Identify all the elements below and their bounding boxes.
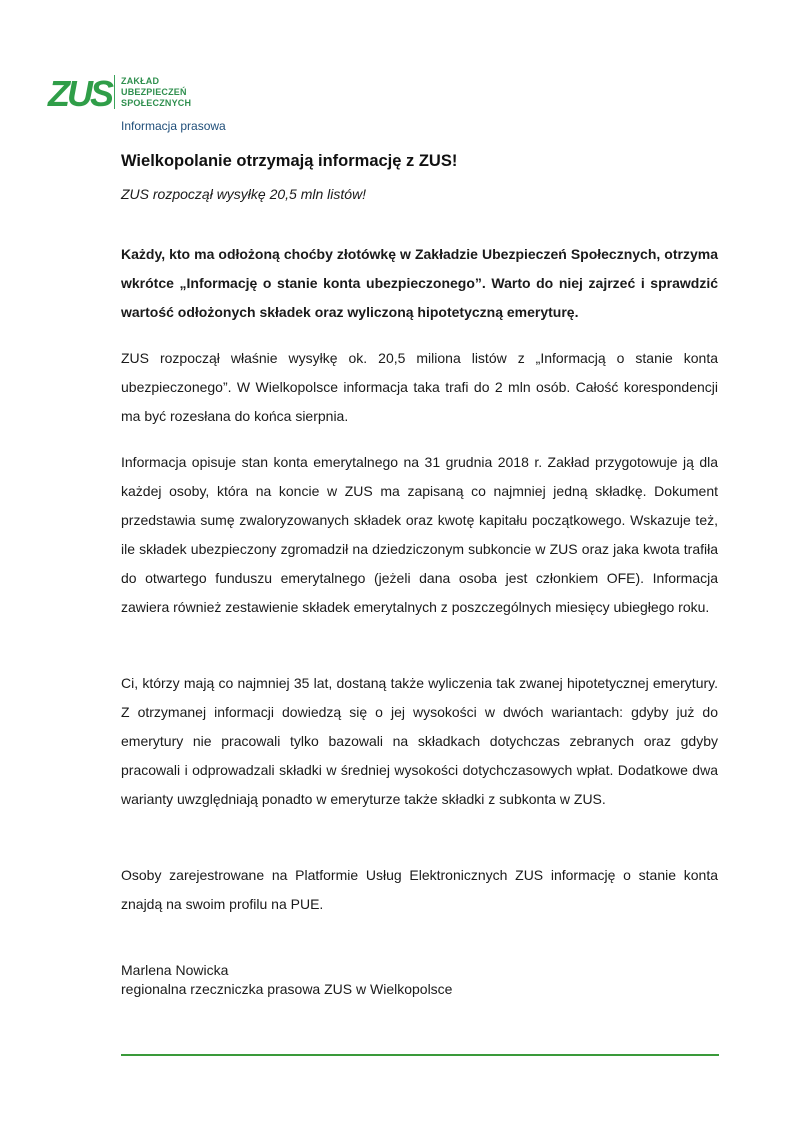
signature xyxy=(121,961,452,999)
press-release-label: Informacja prasowa xyxy=(121,119,226,133)
logo-wordmark xyxy=(121,76,191,109)
signature-role: regionalna rzeczniczka prasowa ZUS w Wielkopolsce xyxy=(121,981,453,997)
zus-logo-mark xyxy=(48,73,111,114)
logo-line-3: SPOŁECZNYCH xyxy=(121,97,192,108)
document-subtitle: ZUS rozpoczął wysyłkę 20,5 mln listów! xyxy=(121,186,367,202)
footer-divider xyxy=(121,1054,719,1056)
zus-logo xyxy=(48,73,192,114)
paragraph-2: Informacja opisuje stan konta emerytalnego na 31 grudnia 2018 r. Zakład przygotowuje ją dla każdej osoby, która na koncie w ZUS ma zapisaną co najmniej jedną składkę. Dokument przedstawia sumę zwaloryzowanych składek oraz kwotę kapitału początkowego. Wskazuje też, ile składek ubezpieczony zgromadził na dziedziczonym subkoncie w ZUS oraz jaka kwota trafiła do otwartego funduszu emerytalnego (jeżeli dana osoba jest członkiem OFE). Informacja zawiera również zestawienie składek emerytalnych z poszczególnych miesięcy ubiegłego roku. xyxy=(121,454,718,615)
document-title: Wielkopolanie otrzymają informację z ZUS! xyxy=(121,152,458,170)
lead-paragraph: Każdy, kto ma odłożoną choćby złotówkę w Zakładzie Ubezpieczeń Społecznych, otrzyma wkrótce „Informację o stanie konta ubezpieczonego”. Warto do niej zajrzeć i sprawdzić wartość odłożonych składek oraz wyliczoną hipotetyczną emeryturę. xyxy=(121,246,718,320)
logo-divider xyxy=(114,75,115,109)
paragraph-3: Ci, którzy mają co najmniej 35 lat, dostaną także wyliczenia tak zwanej hipotetycznej emerytury. Z otrzymanej informacji dowiedzą się o jej wysokości w dwóch wariantach: gdyby już do emerytury nie pracowali tylko bazowali na składkach dotychczas zebranych oraz gdyby pracowali i odprowadzali składki w średniej wysokości dotychczasowych wpłat. Dodatkowe dwa warianty uwzględniają ponadto w emeryturze także składki z subkonta w ZUS. xyxy=(121,675,718,807)
paragraph-1: ZUS rozpoczął właśnie wysyłkę ok. 20,5 miliona listów z „Informacją o stanie konta ubezpieczonego”. W Wielkopolsce informacja taka trafi do 2 mln osób. Całość korespondencji ma być rozesłana do końca sierpnia. xyxy=(121,350,718,424)
signature-name: Marlena Nowicka xyxy=(121,962,229,978)
logo-line-2: UBEZPIECZEŃ xyxy=(121,86,187,97)
zus-logo-mark-text: ZUS xyxy=(48,73,111,114)
paragraph-4: Osoby zarejestrowane na Platformie Usług Elektronicznych ZUS informację o stanie konta znajdą na swoim profilu na PUE. xyxy=(121,867,718,912)
logo-line-1: ZAKŁAD xyxy=(121,75,160,86)
